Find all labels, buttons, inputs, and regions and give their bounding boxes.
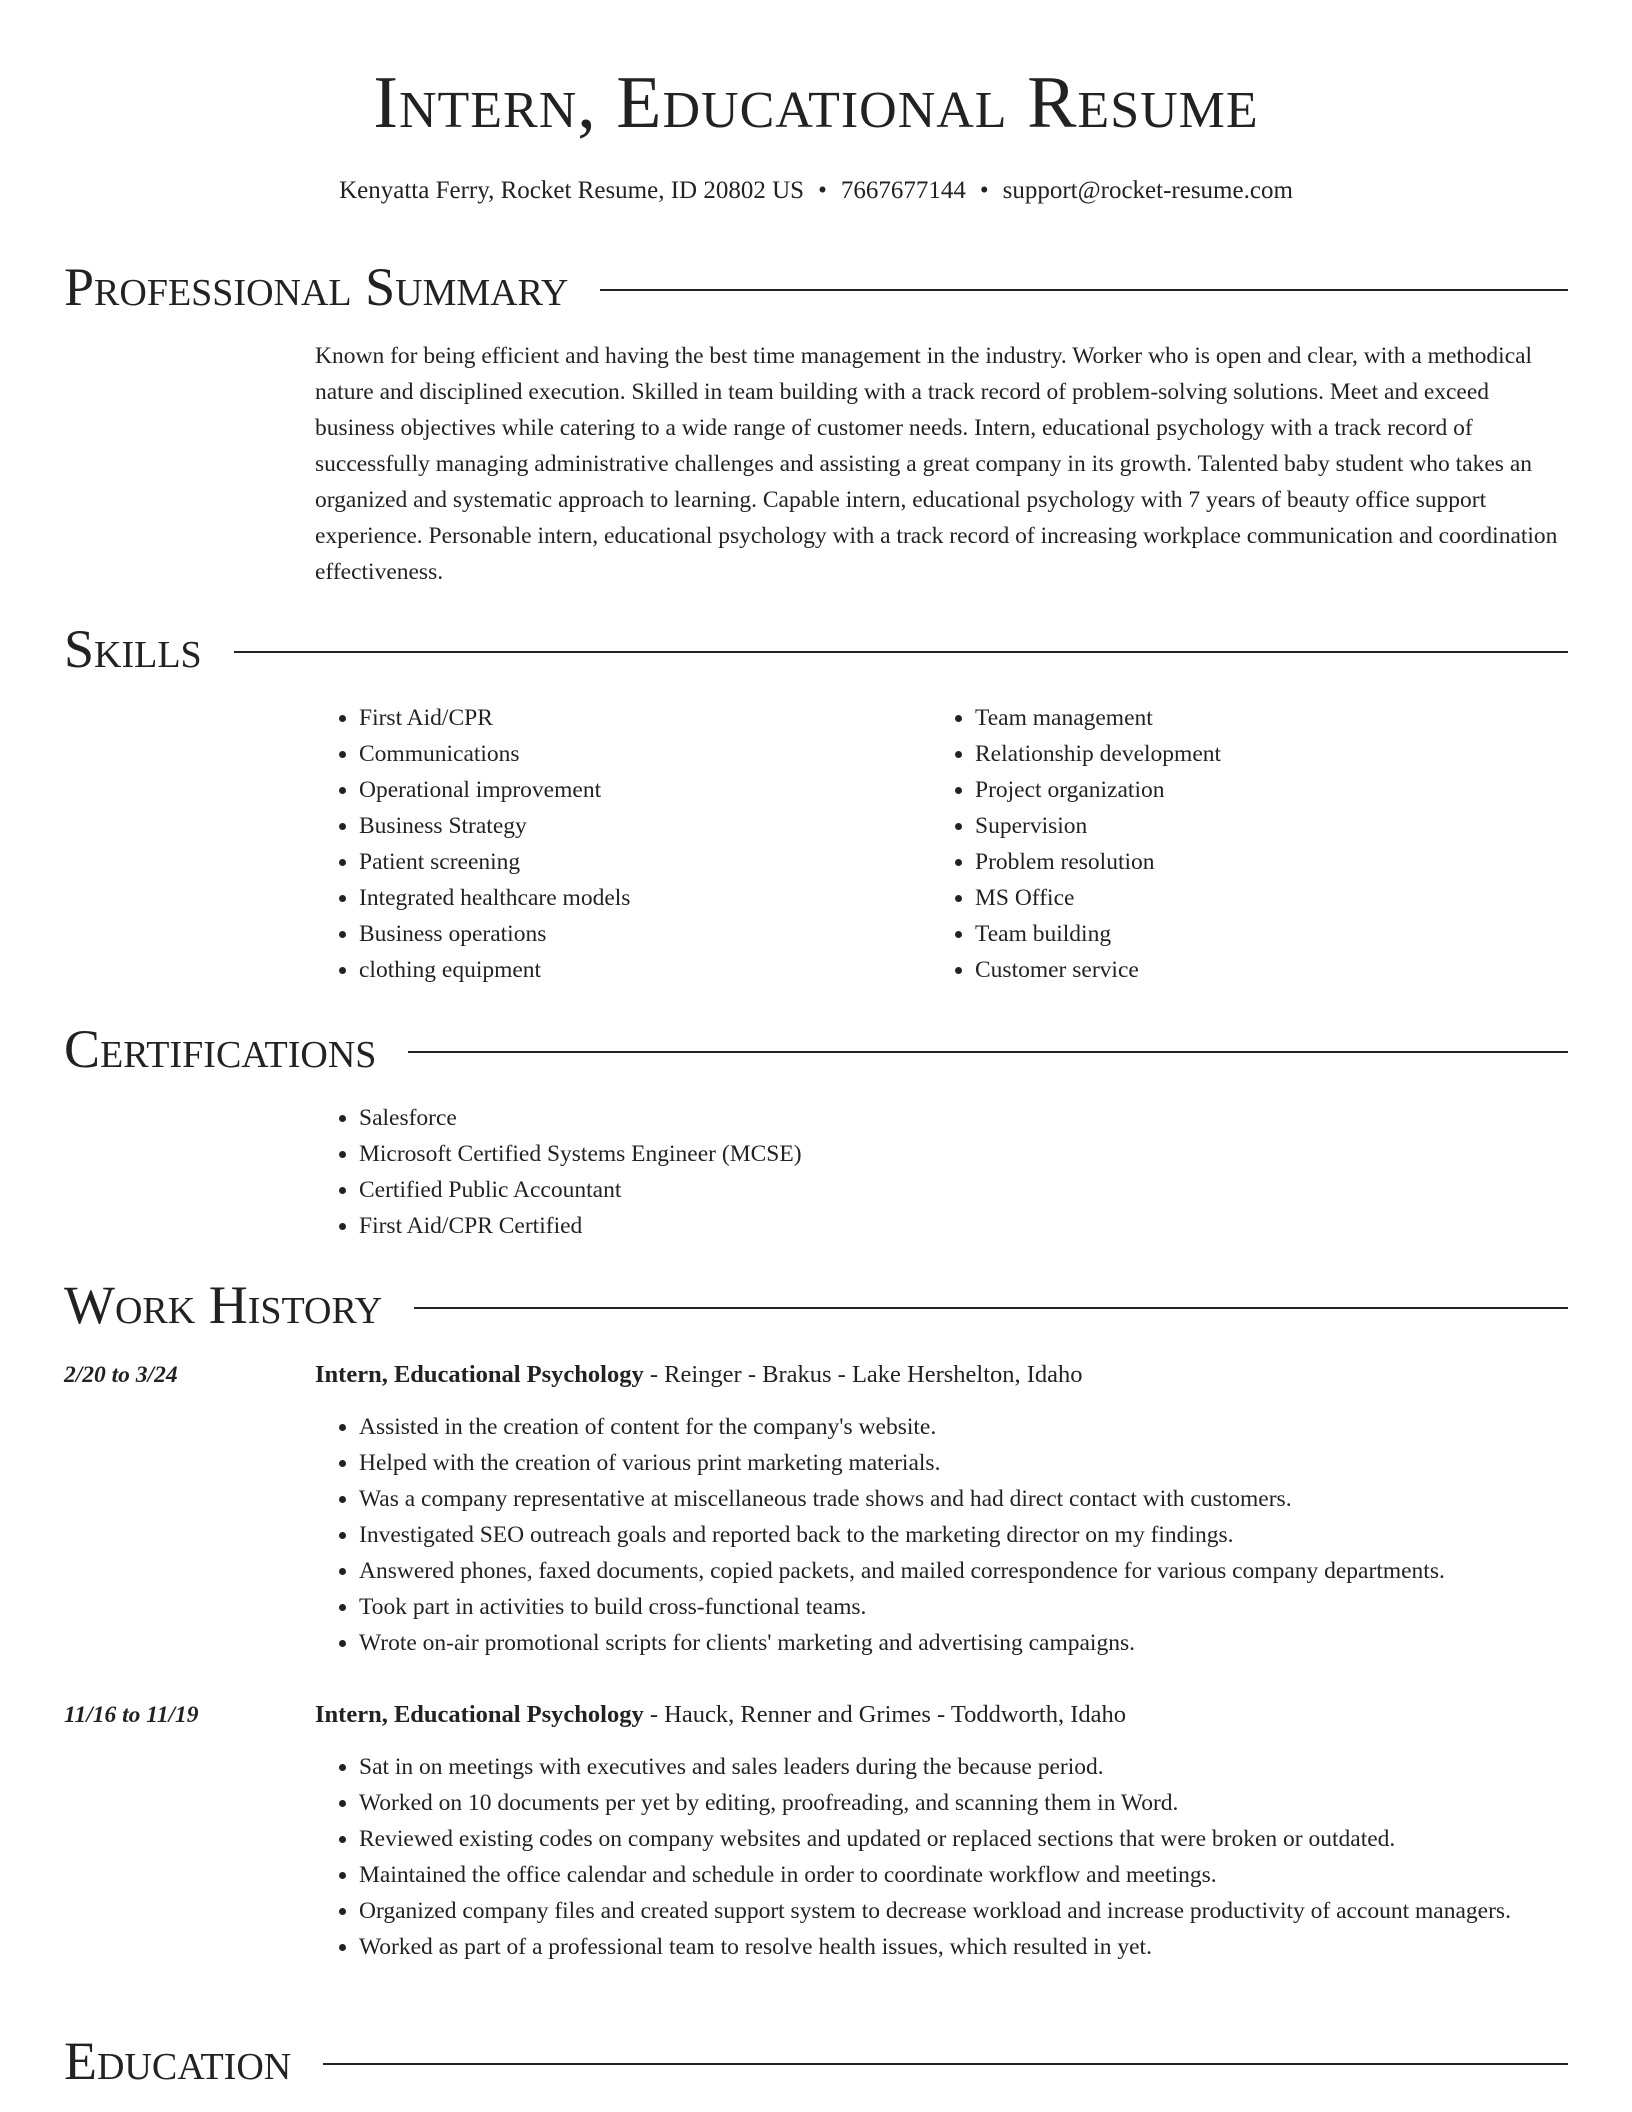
job-employer-location: - Reinger - Brakus - Lake Hershelton, Idaho	[643, 1361, 1083, 1388]
skill-item: • Customer service	[975, 952, 1531, 988]
certification-item: • Salesforce	[359, 1100, 1568, 1136]
job-bullet-item: • Was a company representative at miscellaneous trade shows and had direct contact with customers.	[359, 1481, 1568, 1517]
contact-phone: 7667677144	[840, 177, 966, 204]
job-bullet-item: • Maintained the office calendar and schedule in order to coordinate workflow and meetings.	[359, 1857, 1568, 1893]
job-bullet-item: • Organized company files and created support system to decrease workload and increase productivity of account managers.	[359, 1893, 1568, 1929]
job-bullet-item: • Assisted in the creation of content for the company's website.	[359, 1409, 1568, 1445]
section-title-summary: Professional Summary	[64, 257, 569, 317]
section-divider	[323, 2063, 1568, 2065]
job-role: Intern, Educational Psychology	[315, 1701, 644, 1728]
section-divider	[600, 289, 1568, 291]
section-title-skills: Skills	[64, 619, 202, 679]
contact-line	[0, 174, 1632, 208]
contact-email: support@rocket-resume.com	[1002, 177, 1293, 204]
skill-item: • Business Strategy	[359, 808, 915, 844]
skill-item: • First Aid/CPR	[359, 700, 915, 736]
certification-item: • Microsoft Certified Systems Engineer (MCSE)	[359, 1136, 1568, 1172]
skill-item: • Project organization	[975, 772, 1531, 808]
job-heading	[315, 1357, 1568, 1393]
job-heading	[315, 1697, 1568, 1733]
contact-separator: •	[979, 177, 989, 204]
section-header-certifications	[64, 1018, 1568, 1080]
skills-column-left	[315, 700, 915, 988]
skill-item: • Team management	[975, 700, 1531, 736]
section-title-work-history: Work History	[64, 1275, 383, 1335]
section-header-education	[64, 2030, 1568, 2092]
section-header-work-history	[64, 1274, 1568, 1336]
skill-item: • clothing equipment	[359, 952, 915, 988]
skill-item: • Communications	[359, 736, 915, 772]
skill-item: • Relationship development	[975, 736, 1531, 772]
certification-item: • Certified Public Accountant	[359, 1172, 1568, 1208]
job-dates: 2/20 to 3/24	[64, 1362, 178, 1388]
certifications-list	[315, 1100, 1568, 1244]
job-bullet-item: • Worked on 10 documents per yet by editing, proofreading, and scanning them in Word.	[359, 1785, 1568, 1821]
section-divider	[414, 1307, 1568, 1309]
skill-item: • Problem resolution	[975, 844, 1531, 880]
job-bullets	[315, 1409, 1568, 1661]
resume-title: Intern, Educational Resume	[373, 62, 1259, 144]
skill-item: • Integrated healthcare models	[359, 880, 915, 916]
skill-item: • Supervision	[975, 808, 1531, 844]
job-bullet-item: • Sat in on meetings with executives and sales leaders during the because period.	[359, 1749, 1568, 1785]
skill-item: • MS Office	[975, 880, 1531, 916]
job-bullets	[315, 1749, 1568, 1965]
job-bullet-item: • Investigated SEO outreach goals and reported back to the marketing director on my findings.	[359, 1517, 1568, 1553]
job-bullet-item: • Took part in activities to build cross-functional teams.	[359, 1589, 1568, 1625]
skill-item: • Operational improvement	[359, 772, 915, 808]
contact-address: Kenyatta Ferry, Rocket Resume, ID 20802 US	[339, 177, 805, 204]
skills-list-left	[315, 700, 915, 988]
job-bullet-item: • Wrote on-air promotional scripts for clients' marketing and advertising campaigns.	[359, 1625, 1568, 1661]
job-bullets-block	[315, 1409, 1568, 1661]
section-divider	[408, 1051, 1568, 1053]
section-header-skills	[64, 618, 1568, 680]
job-dates: 11/16 to 11/19	[64, 1702, 199, 1728]
contact-separator: •	[818, 177, 827, 204]
section-title-education: Education	[64, 2031, 292, 2091]
section-header-summary	[64, 256, 1568, 318]
job-bullet-item: • Answered phones, faxed documents, copied packets, and mailed correspondence for various company departments.	[359, 1553, 1568, 1589]
job-role: Intern, Educational Psychology	[315, 1361, 644, 1388]
certifications-block	[315, 1100, 1568, 1244]
skills-list-right	[931, 700, 1531, 988]
summary-text: Known for being efficient and having the best time management in the industry. Worker who is open and clear, with a methodical nature and disciplined execution. Skilled in team building with a track record of problem-solving solutions. Meet and exceed business objectives while catering to a wide range of customer needs. Intern, educational psychology with a track record of successfully managing administrative challenges and assisting a great company in its growth. Talented baby student who takes an organized and systematic approach to learning. Capable intern, educational psychology with 7 years of beauty office support experience. Personable intern, educational psychology with a track record of increasing workplace communication and coordination effectiveness.	[315, 343, 1558, 585]
job-employer-location: - Hauck, Renner and Grimes - Toddworth, Idaho	[643, 1701, 1127, 1728]
section-divider	[234, 651, 1568, 653]
skill-item: • Team building	[975, 916, 1531, 952]
skills-column-right	[931, 700, 1531, 988]
job-bullet-item: • Worked as part of a professional team to resolve health issues, which resulted in yet.	[359, 1929, 1568, 1965]
skill-item: • Business operations	[359, 916, 915, 952]
section-title-certifications: Certifications	[64, 1019, 377, 1079]
job-bullet-item: • Helped with the creation of various print marketing materials.	[359, 1445, 1568, 1481]
certification-item: • First Aid/CPR Certified	[359, 1208, 1568, 1244]
job-bullets-block	[315, 1749, 1568, 1965]
job-bullet-item: • Reviewed existing codes on company websites and updated or replaced sections that were broken or outdated.	[359, 1821, 1568, 1857]
skill-item: • Patient screening	[359, 844, 915, 880]
